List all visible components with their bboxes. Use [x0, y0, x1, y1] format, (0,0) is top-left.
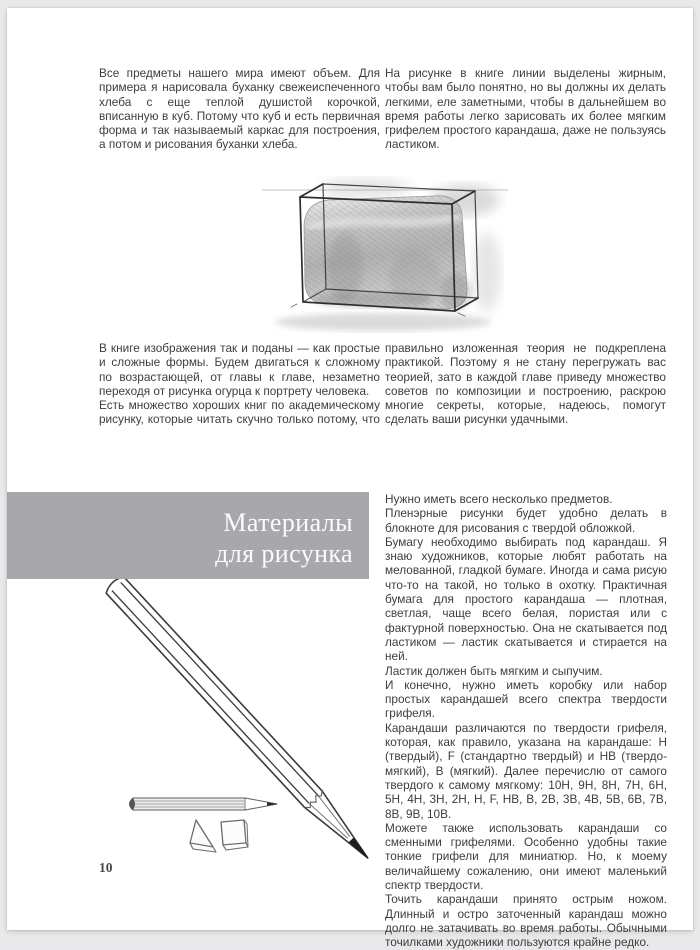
mid-left-column — [99, 341, 380, 427]
intro-left-paragraph: Все предметы нашего мира имеют объем. Для примера я нарисовала буханку свежеиспеченного хлеба с еще теплой душистой корочкой, вписанную в куб. Потому что куб и есть первичная форма и так называемый каркас для построения, а потом и рисования буханки хлеба. — [99, 66, 380, 152]
cast-shadow — [275, 313, 491, 331]
section-paragraph-3: Бумагу необходимо выбирать под карандаш. Я знаю художников, которые любят работать на мелованной, гладкой бумаге. Иногда и сама рисую что-то на такой, но только в охотку. Практичная бумага для простого карандаша — плотная, светлая, чаще всего белая, пористая или с фактурной поверхностью. Она не скатывается под ластиком — ластик скатывается и стирается на ней. — [385, 534, 667, 664]
pencil-illustration — [55, 579, 390, 891]
mid-right-paragraph: правильно изложенная теория не подкреплена практикой. Поэтому я не стану перегружать вас теорией, зато в каждой главе приведу множество советов по композиции и построению, раскрою многие секреты, которые, надеюсь, помогут сделать ваши рисунки удачными. — [385, 341, 666, 427]
chapter-title-line-1: Материалы — [223, 508, 353, 537]
section-paragraph-7: Можете также использовать карандаши со сменными грифелями. Особенно удобны такие тонкие грифели для миниатюр. Но, к моему величайшему сожалению, они имеют маленький спектр твердости. — [385, 820, 667, 893]
bread-in-cube-sketch — [255, 172, 515, 337]
intro-right-column — [385, 66, 666, 152]
section-paragraph-8: Точить карандаши принято острым ножом. Длинный и остро заточенный карандаш можно долго не затачивать во время работы. Обычными точилками художники пользуются крайне редко. — [385, 892, 667, 950]
page-number: 10 — [99, 860, 113, 875]
chapter-banner — [7, 492, 369, 579]
section-paragraph-2: Пленэрные рисунки будет удобно делать в блокноте для рисования с твердой обложкой. — [385, 506, 667, 535]
book-page — [7, 8, 693, 950]
mid-right-column — [385, 341, 666, 427]
small-pencil — [130, 798, 278, 810]
chapter-title-line-2: для рисунка — [215, 539, 353, 568]
intro-left-column — [99, 66, 380, 152]
intro-right-paragraph: На рисунке в книге линии выделены жирным, чтобы вам было понятно, но вы должны их делать легкими, еле заметными, чтобы в дальнейшем во время работы легко зарисовать их более мягким грифелем простого карандаша, даже не пользуясь ластиком. — [385, 66, 666, 152]
mid-left-paragraph-2: Есть множество хороших книг по академическому рисунку, которые читать скучно только потому, что — [99, 398, 380, 427]
eraser-wedge — [190, 820, 216, 852]
mid-left-paragraph-1: В книге изображения так и поданы — как простые и сложные формы. Будем двигаться к сложному по возрастающей, от главы к главе, незаметно переходя от рисунка огурца к портрету человека. — [99, 341, 380, 398]
section-paragraph-1: Нужно иметь всего несколько предметов. — [385, 492, 613, 506]
section-text-column — [385, 492, 667, 950]
section-paragraph-6: Карандаши различаются по твердости грифеля, которая, как правило, указана на карандаше: Н (твердый), F (стандартно твердый) и НВ (твердо-мягкий), В (мягкий). Далее перечислю от самого твердого к самому мягкому: 10H, 9H, 8H, 7H, 6H, 5H, 4H, 3H, 2H, H, F, HB, B, 2B, 3B, 4B, 5B, 6B, 7B, 8B, 9B, 10B. — [385, 720, 667, 821]
section-paragraph-5: И конечно, нужно иметь коробку или набор простых карандашей всего спектра твердости грифеля. — [385, 677, 667, 721]
section-paragraph-4: Ластик должен быть мягким и сыпучим. — [385, 663, 603, 678]
eraser-block — [221, 820, 248, 850]
